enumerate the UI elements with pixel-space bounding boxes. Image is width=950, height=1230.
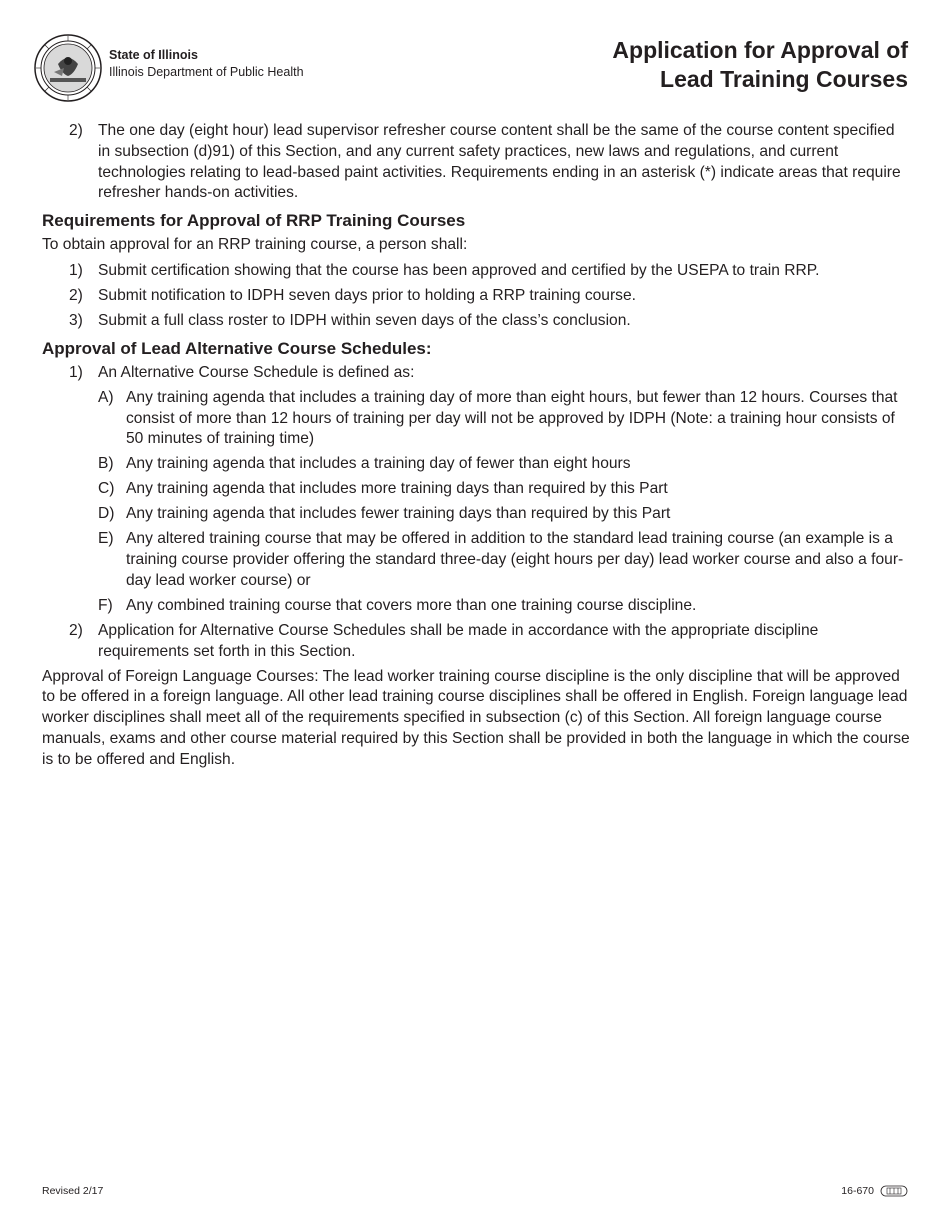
list-letter: E) — [98, 530, 114, 548]
list-number: 2) — [69, 621, 83, 639]
alt-subitem-b — [42, 454, 910, 475]
printer-mark-icon — [880, 1185, 908, 1197]
list-letter: C) — [98, 480, 115, 498]
list-text: The one day (eight hour) lead supervisor refresher course content shall be the same of the course content specified in subsection (d)91) of this Section, and any current safety practices, new laws and regulations, and current technologies relating to lead-based paint activities. Requirements ending in an asterisk (*) indicate areas that require refresher hands-on activities. — [98, 122, 901, 202]
alt-subitem-a — [42, 388, 910, 450]
list-text: An Alternative Course Schedule is defined as: — [98, 363, 415, 381]
department-name: Illinois Department of Public Health — [109, 65, 304, 79]
list-text: Submit notification to IDPH seven days prior to holding a RRP training course. — [98, 286, 636, 304]
list-text: Any training agenda that includes a training day of fewer than eight hours — [126, 455, 631, 473]
rrp-item-1 — [42, 261, 910, 282]
list-letter: F) — [98, 596, 113, 614]
list-text: Any training agenda that includes more training days than required by this Part — [126, 480, 668, 498]
list-number: 1) — [69, 261, 83, 279]
list-text: Submit certification showing that the course has been approved and certified by the USEPA to train RRP. — [98, 261, 820, 279]
list-text: Any training agenda that includes a training day of more than eight hours, but fewer than 12 hours. Courses that consist of more than 12 hours of training per day will not be approved by IDPH (Note: a training hour consists of 50 minutes of training time) — [126, 388, 898, 448]
rrp-heading: Requirements for Approval of RRP Training Courses — [42, 211, 466, 231]
list-text: Any altered training course that may be offered in addition to the standard lead training course (an example is a training course provider offering the standard three-day (eight hours per day) lead worker course and also a four-day lead worker course) or — [126, 530, 904, 589]
list-number: 2) — [69, 122, 83, 139]
form-number-block — [841, 1185, 908, 1197]
list-number: 3) — [69, 311, 83, 329]
list-letter: D) — [98, 505, 115, 523]
list-text: Application for Alternative Course Schedules shall be made in accordance with the appropriate discipline requirements set forth in this Section. — [98, 621, 819, 660]
alt-schedule-heading: Approval of Lead Alternative Course Schedules: — [42, 338, 432, 358]
rrp-intro: To obtain approval for an RRP training course, a person shall: — [42, 236, 468, 254]
alt-item-2 — [42, 621, 910, 663]
page-header — [0, 0, 950, 110]
revision-date: Revised 2/17 — [42, 1185, 104, 1197]
list-text: Any combined training course that covers more than one training course discipline. — [126, 596, 697, 614]
foreign-language-paragraph: Approval of Foreign Language Courses: The lead worker training course discipline is the only discipline that will be approved to be offered in a foreign language. All other lead training course disciplines shall be offered in English. Foreign language lead worker disciplines shall meet all of the requirements specified in subsection (c) of this Section. All foreign language course manuals, exams and other course material required by this Section shall be provided in both the language in which the course is to be offered and English. — [42, 667, 910, 768]
list-number: 1) — [69, 363, 83, 381]
list-number: 2) — [69, 286, 83, 304]
rrp-item-2 — [42, 286, 910, 307]
state-name: State of Illinois — [109, 48, 198, 62]
form-title-line1: Application for Approval of — [612, 37, 908, 63]
list-text: Submit a full class roster to IDPH within seven days of the class’s conclusion. — [98, 311, 631, 329]
alt-subitem-c — [42, 479, 910, 500]
alt-item-1 — [42, 363, 910, 384]
form-title — [612, 36, 908, 94]
alt-subitem-f — [42, 596, 910, 617]
agency-block — [109, 47, 304, 81]
refresher-item — [42, 121, 910, 204]
form-title-line2: Lead Training Courses — [660, 66, 908, 92]
alt-subitem-d — [42, 504, 910, 525]
form-number: 16-670 — [841, 1185, 874, 1197]
list-text: Any training agenda that includes fewer training days than required by this Part — [126, 505, 671, 523]
list-letter: A) — [98, 388, 114, 406]
list-letter: B) — [98, 455, 114, 473]
illinois-state-seal-icon — [34, 34, 102, 102]
alt-subitem-e — [42, 529, 910, 591]
rrp-item-3 — [42, 311, 910, 332]
document-body — [42, 121, 910, 776]
